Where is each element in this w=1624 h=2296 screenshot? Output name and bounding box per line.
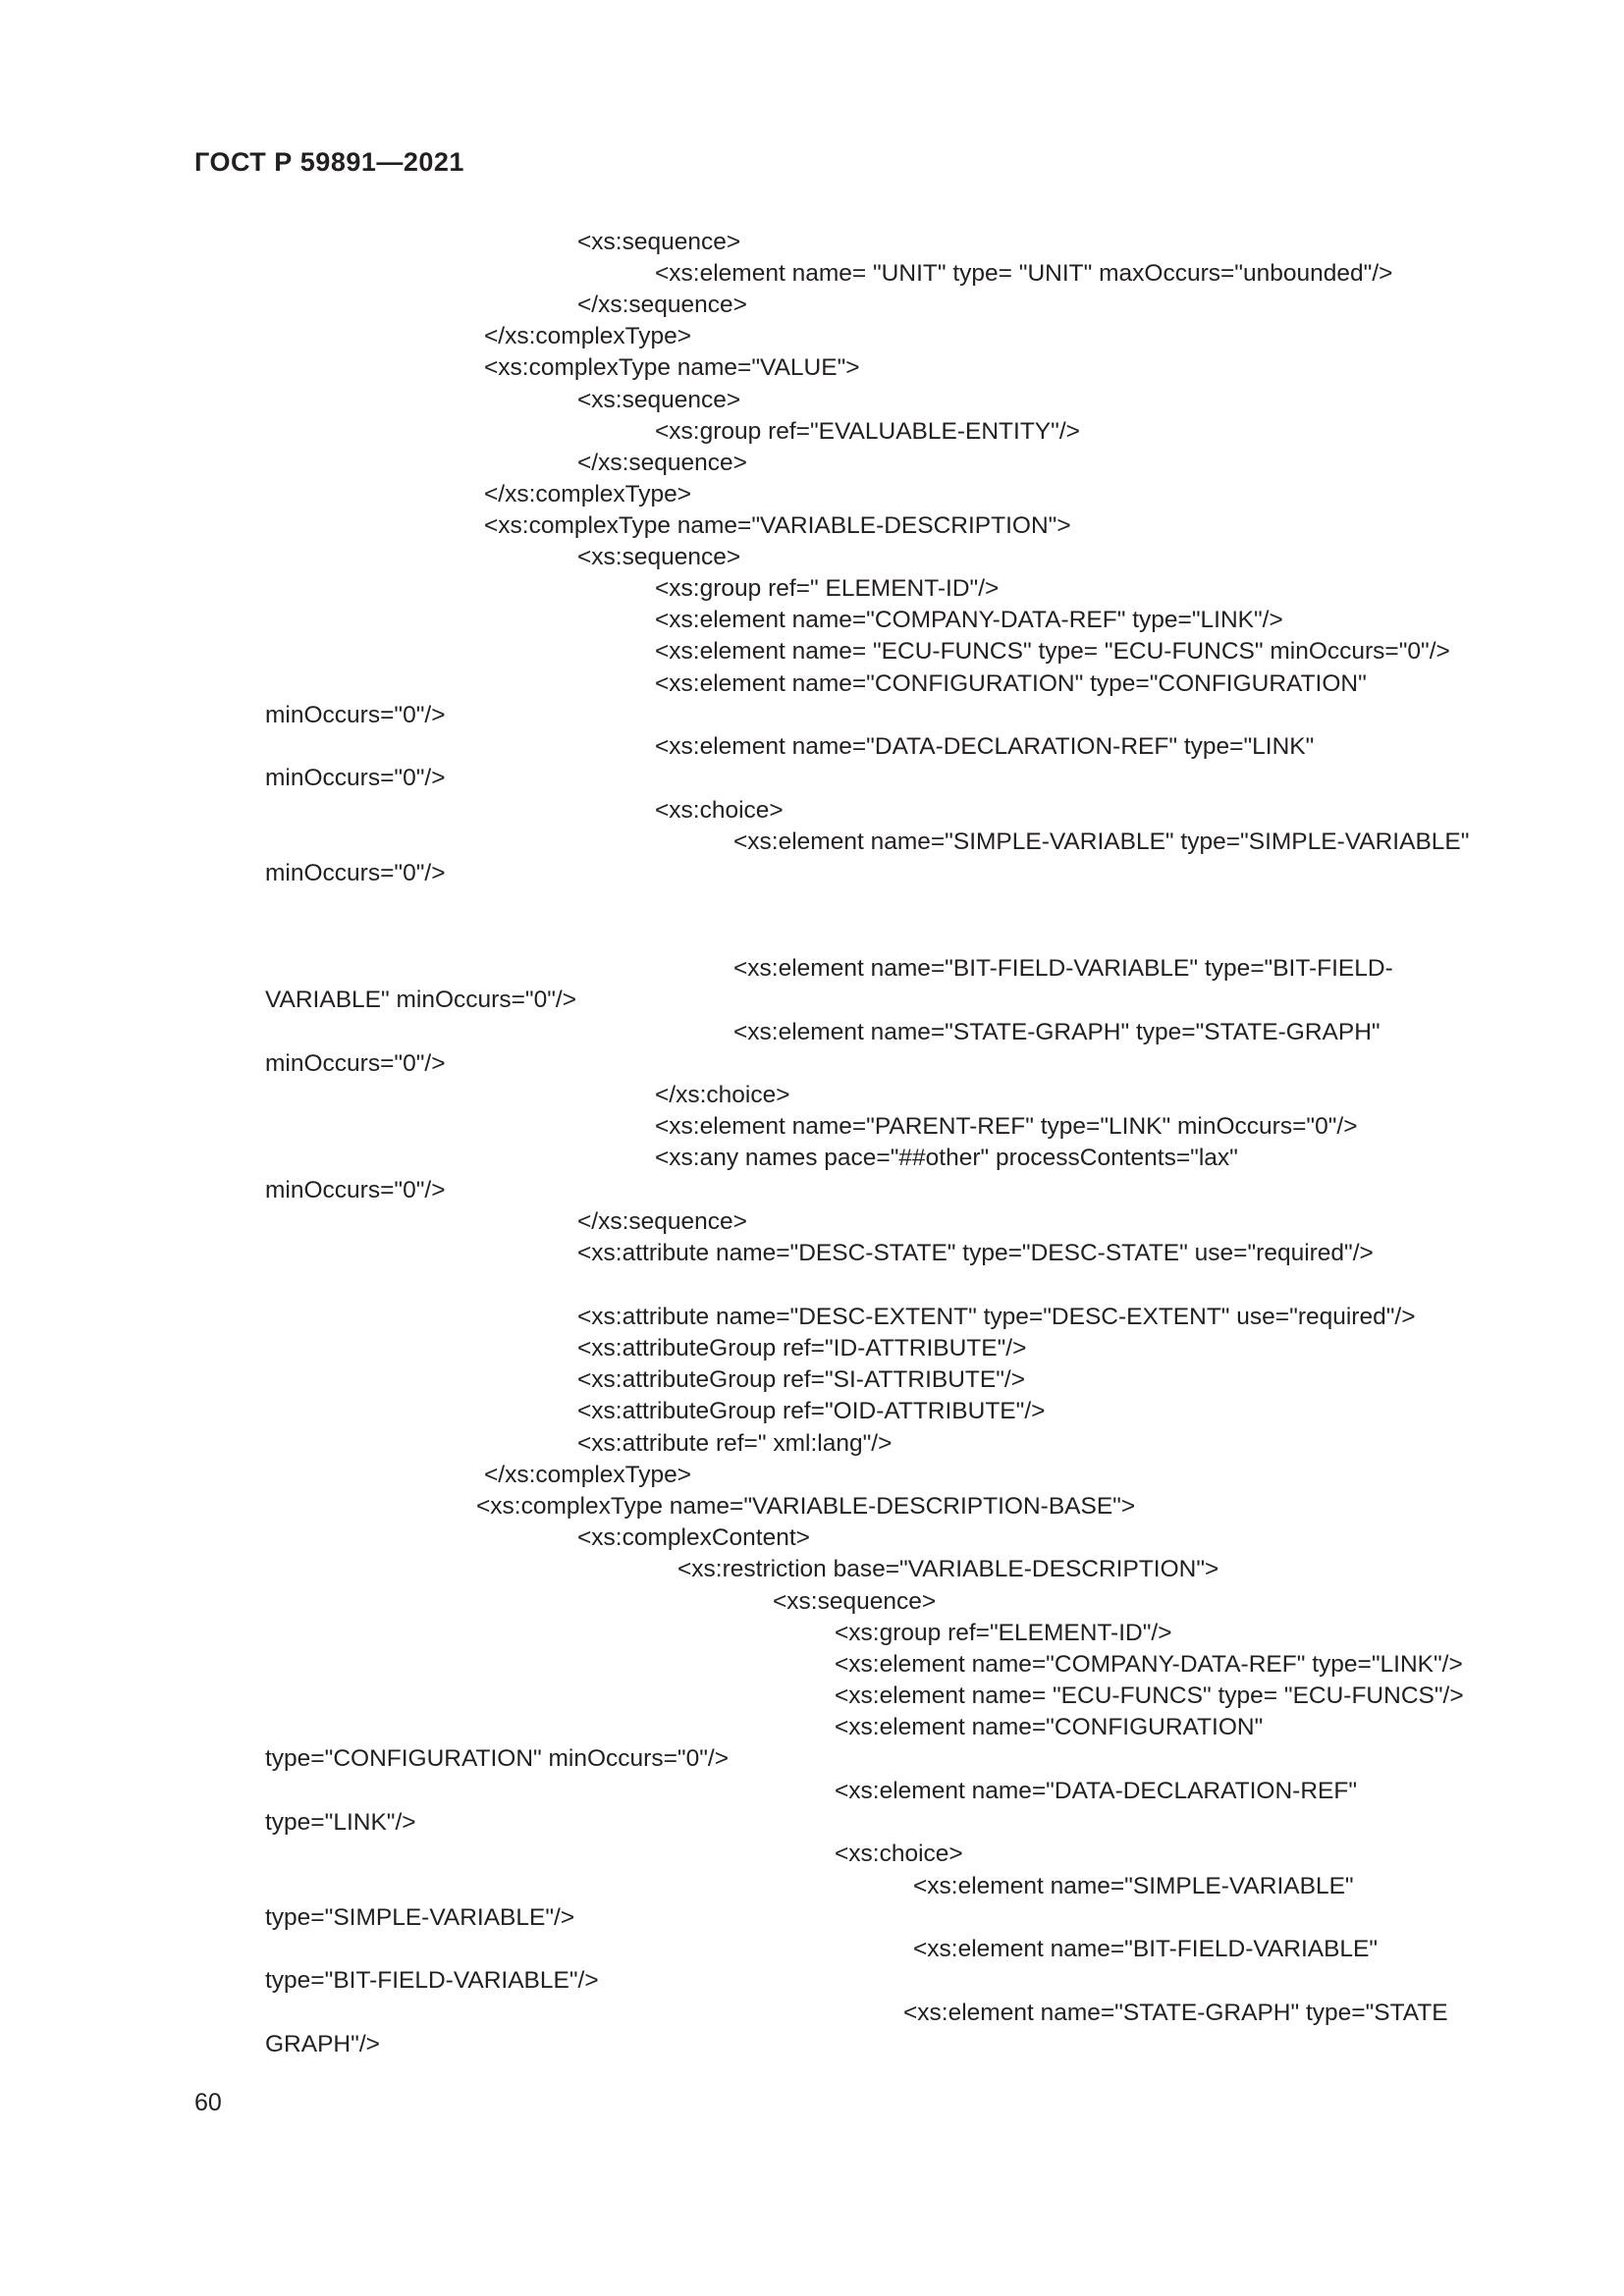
code-line: <xs:element name="CONFIGURATION" type="CONFIGURATION" (655, 670, 1367, 697)
code-line: GRAPH"/> (265, 2031, 380, 2057)
code-line: <xs:complexType name="VALUE"> (484, 354, 860, 381)
code-line: <xs:element name="BIT-FIELD-VARIABLE" type="BIT-FIELD- (733, 955, 1393, 982)
code-line: <xs:sequence> (577, 229, 741, 255)
code-line: <xs:element name="DATA-DECLARATION-REF" type="LINK" (655, 733, 1315, 760)
code-line: minOccurs="0"/> (265, 765, 446, 791)
code-line: <xs:attribute name="DESC-EXTENT" type="DESC-EXTENT" use="required"/> (577, 1304, 1416, 1330)
code-line: </xs:sequence> (577, 292, 747, 318)
code-line: <xs:element name= "UNIT" type= "UNIT" maxOccurs="unbounded"/> (655, 260, 1393, 287)
page-number: 60 (194, 2089, 222, 2116)
code-line: </xs:sequence> (577, 450, 747, 476)
standard-designation-header: ГОСТ Р 59891—2021 (194, 147, 464, 177)
code-line: <xs:complexContent> (577, 1524, 810, 1551)
code-line: <xs:element name="SIMPLE-VARIABLE" type="SIMPLE-VARIABLE" (733, 828, 1470, 855)
code-line: <xs:complexType name="VARIABLE-DESCRIPTION-BASE"> (476, 1493, 1136, 1520)
code-line: <xs:attribute ref=" xml:lang"/> (577, 1430, 893, 1457)
code-line: <xs:element name="PARENT-REF" type="LINK" minOccurs="0"/> (655, 1113, 1358, 1140)
code-line: <xs:element name="DATA-DECLARATION-REF" (835, 1778, 1358, 1804)
code-line: type="LINK"/> (265, 1809, 416, 1836)
code-line: type="BIT-FIELD-VARIABLE"/> (265, 1967, 599, 1994)
code-line: <xs:element name="CONFIGURATION" (835, 1714, 1264, 1740)
code-line: minOccurs="0"/> (265, 860, 446, 886)
code-line: minOccurs="0"/> (265, 702, 446, 728)
code-line: </xs:sequence> (577, 1208, 747, 1235)
code-line: </xs:complexType> (484, 323, 692, 349)
code-line: </xs:choice> (655, 1082, 790, 1108)
code-line: <xs:attribute name="DESC-STATE" type="DESC-STATE" use="required"/> (577, 1240, 1374, 1266)
code-line: <xs:sequence> (577, 387, 741, 413)
code-line: <xs:group ref="ELEMENT-ID"/> (835, 1620, 1172, 1646)
code-line: type="CONFIGURATION" minOccurs="0"/> (265, 1745, 730, 1772)
code-line: <xs:element name= "ECU-FUNCS" type= "ECU-FUNCS"/> (835, 1682, 1464, 1709)
code-line: <xs:choice> (655, 797, 784, 824)
code-line: </xs:complexType> (484, 481, 692, 507)
code-line: <xs:choice> (835, 1841, 963, 1867)
code-line: <xs:element name= "ECU-FUNCS" type= "ECU-FUNCS" minOccurs="0"/> (655, 638, 1450, 665)
code-line: <xs:group ref=" ELEMENT-ID"/> (655, 575, 1000, 602)
code-line: <xs:restriction base="VARIABLE-DESCRIPTION"> (677, 1556, 1219, 1582)
code-line: VARIABLE" minOccurs="0"/> (265, 987, 577, 1013)
code-line: <xs:any names pace="##other" processContents="lax" (655, 1145, 1238, 1171)
code-line: <xs:sequence> (577, 544, 741, 570)
code-line: <xs:element name="COMPANY-DATA-REF" type="LINK"/> (835, 1651, 1463, 1678)
code-line: minOccurs="0"/> (265, 1177, 446, 1203)
code-line: <xs:element name="STATE-GRAPH" type="STATE-GRAPH" (733, 1019, 1380, 1045)
code-line: </xs:complexType> (484, 1462, 692, 1488)
code-line: type="SIMPLE-VARIABLE"/> (265, 1904, 575, 1931)
code-line: minOccurs="0"/> (265, 1050, 446, 1077)
code-line: <xs:group ref="EVALUABLE-ENTITY"/> (655, 418, 1080, 445)
code-line: <xs:complexType name="VARIABLE-DESCRIPTION"> (484, 512, 1071, 539)
code-line: <xs:element name="COMPANY-DATA-REF" type="LINK"/> (655, 607, 1283, 633)
code-line: <xs:attributeGroup ref="SI-ATTRIBUTE"/> (577, 1366, 1026, 1393)
code-line: <xs:attributeGroup ref="OID-ATTRIBUTE"/> (577, 1398, 1046, 1424)
code-line: <xs:element name="BIT-FIELD-VARIABLE" (913, 1936, 1379, 1962)
code-line: <xs:element name="STATE-GRAPH" type="STATE (903, 2000, 1448, 2026)
code-line: <xs:element name="SIMPLE-VARIABLE" (913, 1873, 1354, 1899)
code-line: <xs:sequence> (773, 1588, 937, 1615)
code-line: <xs:attributeGroup ref="ID-ATTRIBUTE"/> (577, 1335, 1027, 1362)
